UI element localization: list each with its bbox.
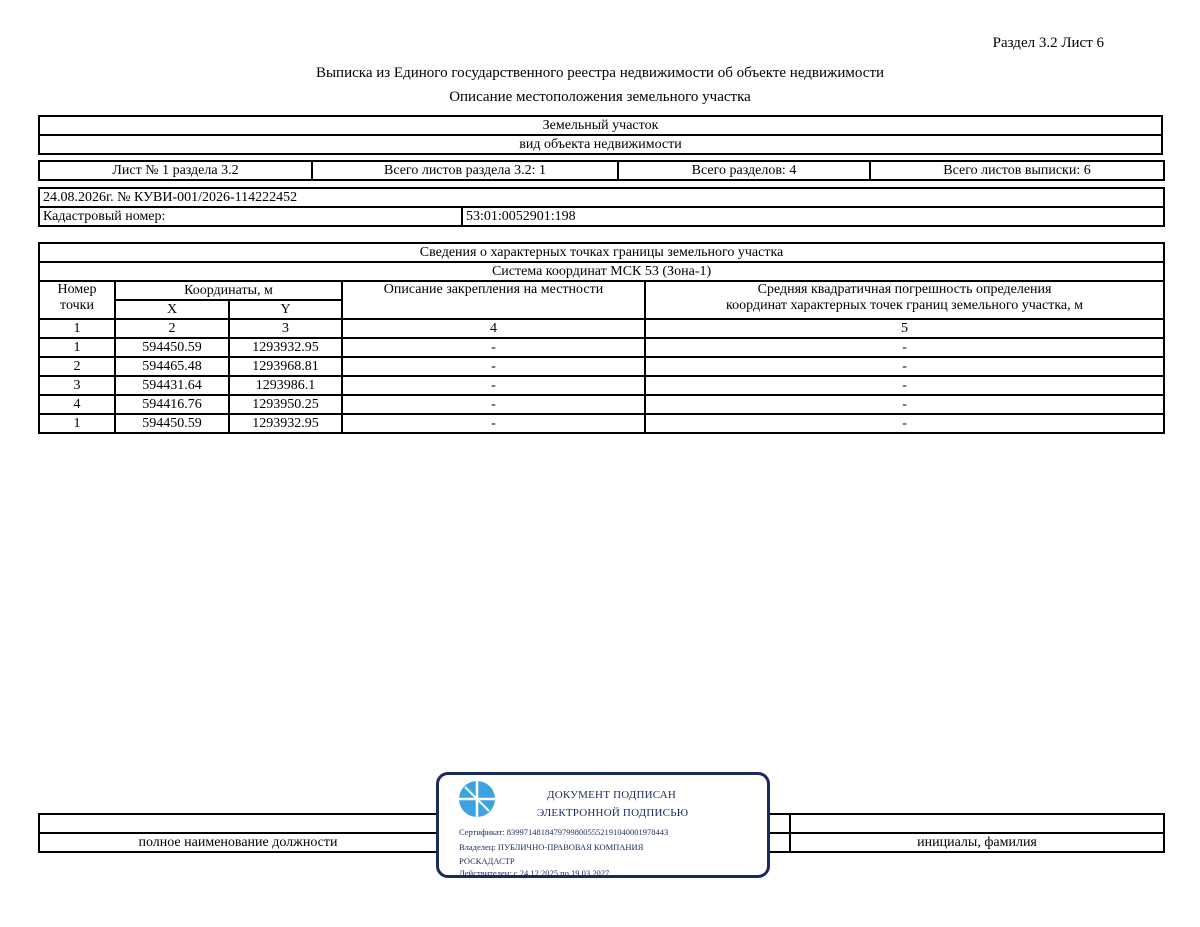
point-error: -	[645, 376, 1164, 395]
col-error-line1: Средняя квадратичная погрешность определения	[757, 282, 1052, 297]
point-x: 594450.59	[115, 414, 229, 433]
point-description: -	[342, 357, 645, 376]
col-description: Описание закрепления на местности	[342, 281, 645, 319]
name-cell	[790, 814, 1164, 833]
stamp-owner-2: РОСКАДАСТР	[459, 856, 515, 866]
table-row	[39, 357, 1164, 376]
col-index: 4	[342, 319, 645, 338]
table-row	[39, 338, 1164, 357]
point-error: -	[645, 414, 1164, 433]
point-description: -	[342, 338, 645, 357]
col-y: Y	[229, 300, 342, 319]
position-cell	[39, 814, 437, 833]
col-error-line2: координат характерных точек границ земельного участка, м	[726, 298, 1084, 313]
point-number: 1	[39, 338, 115, 357]
position-caption: полное наименование должности	[39, 833, 437, 852]
points-table-title: Сведения о характерных точках границы земельного участка	[39, 243, 1164, 262]
section-sheet-label: Раздел 3.2 Лист 6	[992, 35, 1104, 51]
object-type-caption: вид объекта недвижимости	[39, 135, 1162, 154]
point-number: 1	[39, 414, 115, 433]
stamp-valid: Действителен: с 24.12.2025 по 19.03.2027	[459, 868, 610, 878]
stamp-certificate: Сертификат: 839971481847979980055521910400019784​43	[459, 827, 669, 837]
point-y: 1293986.1	[229, 376, 342, 395]
point-y: 1293932.95	[229, 414, 342, 433]
point-y: 1293950.25	[229, 395, 342, 414]
point-error: -	[645, 395, 1164, 414]
point-y: 1293932.95	[229, 338, 342, 357]
stamp-owner-1: Владелец: ПУБЛИЧНО-ПРАВОВАЯ КОМПАНИЯ	[459, 842, 644, 852]
point-error: -	[645, 338, 1164, 357]
point-x: 594431.64	[115, 376, 229, 395]
point-y: 1293968.81	[229, 357, 342, 376]
document-title: Выписка из Единого государственного реестра недвижимости об объекте недвижимости	[315, 65, 885, 81]
document-subtitle: Описание местоположения земельного участка	[449, 89, 751, 105]
sheet-number: Лист № 1 раздела 3.2	[39, 161, 312, 180]
point-number: 4	[39, 395, 115, 414]
sheets-info-table	[38, 160, 1165, 181]
point-number: 3	[39, 376, 115, 395]
boundary-points-table	[38, 242, 1165, 434]
cadastral-number: 53:01:0052901:198	[462, 207, 1164, 226]
point-x: 594450.59	[115, 338, 229, 357]
col-index: 1	[39, 319, 115, 338]
col-index: 5	[645, 319, 1164, 338]
col-point-number-line1: Номер	[57, 282, 97, 297]
stamp-line1: ДОКУМЕНТ ПОДПИСАН	[547, 789, 677, 801]
total-section-sheets: Всего листов раздела 3.2: 1	[312, 161, 618, 180]
total-sections: Всего разделов: 4	[618, 161, 870, 180]
col-coordinates: Координаты, м	[115, 281, 342, 300]
table-row	[39, 395, 1164, 414]
document-info-table	[38, 187, 1165, 227]
coordinate-system: Система координат МСК 53 (Зона-1)	[39, 262, 1164, 281]
point-description: -	[342, 414, 645, 433]
stamp-line2: ЭЛЕКТРОННОЙ ПОДПИСЬЮ	[537, 807, 689, 819]
col-index: 3	[229, 319, 342, 338]
name-caption: инициалы, фамилия	[790, 833, 1164, 852]
table-row	[39, 376, 1164, 395]
point-number: 2	[39, 357, 115, 376]
roskadastr-logo-icon	[457, 779, 497, 819]
object-type-table	[38, 115, 1163, 155]
col-index: 2	[115, 319, 229, 338]
date-number: 24.08.2026г. № КУВИ-001/2026-114222452	[39, 188, 1164, 207]
col-point-number-line2: точки	[60, 298, 94, 313]
total-extract-sheets: Всего листов выписки: 6	[870, 161, 1164, 180]
table-row	[39, 414, 1164, 433]
e-signature-stamp	[436, 772, 770, 878]
col-error	[645, 281, 1164, 319]
col-x: X	[115, 300, 229, 319]
point-x: 594465.48	[115, 357, 229, 376]
col-point-number	[39, 281, 115, 319]
point-error: -	[645, 357, 1164, 376]
point-x: 594416.76	[115, 395, 229, 414]
cadastral-label: Кадастровый номер:	[39, 207, 462, 226]
point-description: -	[342, 395, 645, 414]
point-description: -	[342, 376, 645, 395]
object-type: Земельный участок	[39, 116, 1162, 135]
